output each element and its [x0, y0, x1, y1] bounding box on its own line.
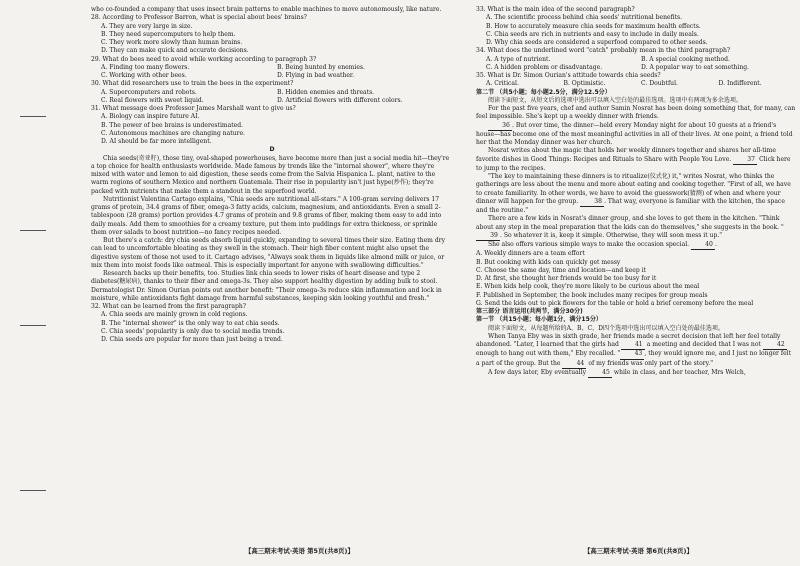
option-d: D. Artificial flowers with different colors.: [277, 96, 403, 104]
option-item: E. When kids help cook, they're more likely to be curious about the meal: [476, 283, 700, 291]
question-32: 32. What can be learned from the first paragraph? A. Chia seeds are mainly grown in cold regions. B. The "internal shower" is the only way to eat chia seeds. C. Chia seeds' popularity is only due to social media trends. D. Chia seeds are popular for more than just being a trend.: [91, 303, 453, 344]
question-34: 34. What does the underlined word "catch" probably mean in the third paragraph? A. A type of nutrient. B. A special cooking method. C. A hidden problem or disadvantage. D. A popular way to eat something.: [476, 47, 796, 72]
passage-paragraph: Chia seeds(奇亚籽), those tiny, oval-shaped powerhouses, have become more than just a social media hit—they're a top choice for health enthusiasts worldwide. Made famous by trends like the "internal shower", where they're mixed with water and lemon to aid digestion, these seeds come from the Salvia Hispanica L. plant, native to the warm regions of southern Mexico and northern Guatemala. Their rise in popularity isn't just hype(炒作); they're packed with nutrients that make them a standout in the superfood world.: [91, 154, 450, 195]
blank-42: 42: [763, 341, 787, 350]
blank-45: 45: [588, 369, 612, 378]
option-b: B. The "internal shower" is the only way to eat chia seeds.: [101, 319, 280, 327]
left-page: [91, 6, 453, 344]
option-b: B. Hidden enemies and threats.: [277, 88, 375, 96]
option-item: A. Weekly dinners are a team effort: [476, 250, 585, 258]
passage-paragraph: But there's a catch: dry chia seeds absorb liquid quickly, expanding to several times their size. Eating them dry can lead to uncomfortable bloating as they swell in the stomach. Their high fiber content might also upset the digestive system of those not used to it. Cartago advises, "Always soak them in liquids like almond milk or juice, or mix them into moist foods like oatmeal. This is especially important for anyone with swallowing difficulties.": [91, 237, 446, 269]
question-28: 28. According to Professor Barron, what is special about bees' brains? A. They are very large in size. B. They need supercomputers to help them. C. They work more slowly than human brains. D. They can make quick and accurate decisions.: [91, 14, 453, 55]
option-a: A. Biology can inspire future AI.: [101, 113, 200, 121]
option-c: C. A hidden problem or disadvantage.: [486, 63, 603, 71]
section-heading: 第二节 （共5小题；每小题2.5分，满分12.5分）: [476, 88, 611, 96]
page-footer: 【高三期末考试·英语 第5页(共8页)】: [245, 547, 354, 555]
blank-37: 37: [733, 156, 757, 165]
option-c: C. Autonomous machines are changing nature.: [101, 129, 245, 137]
option-item: B. But cooking with kids can quickly get messy: [476, 258, 621, 266]
option-b: B. Optimistic.: [563, 80, 606, 88]
passage-paragraph: Nutritionist Valentina Cartago explains, "Chia seeds are nutritional all-stars." A 100-gram serving delivers 17 grams of protein, 34.4 grams of fiber, omega-3 fatty acids, calcium, magnesium, and antioxidants. Even a small 2-tablespoon (28 grams) portion provides 4.7 grams of protein and 9.8 grams of fiber, making them easy to add into daily meals. Add them to smoothies for a creamy texture, put them into puddings for extra thickness, or sprinkle them over salads to boost nutrition—no fancy recipes needed.: [91, 195, 442, 236]
option-a: A. Supercomputers and robots.: [101, 88, 197, 96]
blank-36: 36: [488, 122, 512, 131]
option-a: A. They are very large in size.: [101, 22, 193, 30]
option-b: B. Being hunted by enemies.: [277, 63, 365, 71]
blank-41: 41: [621, 341, 645, 350]
option-b: B. A special cooking method.: [641, 55, 730, 63]
option-c: C. Real flowers with sweet liquid.: [101, 96, 204, 104]
option-a: A. Critical.: [486, 80, 519, 88]
question-31: 31. What message does Professor James Marshall want to give us? A. Biology can inspire future AI. B. The power of bee brains is underestimated. C. Autonomous machines are changing nature. D. AI should be far more intelligent.: [91, 105, 453, 146]
passage-heading: D: [269, 146, 275, 154]
passage-c-end: who co-founded a company that uses insect brain patterns to enable machines to move autonomously, like nature.: [91, 6, 442, 13]
option-c: C. Doubtful.: [641, 80, 678, 88]
blank-43: 43: [620, 350, 644, 359]
option-c: C. They work more slowly than human brains.: [101, 39, 243, 46]
blank-44: 44: [562, 360, 586, 369]
option-b: B. How to accurately measure chia seeds for maximum health effects.: [486, 22, 701, 30]
binding-mark: [20, 490, 46, 491]
option-a: A. Finding too many flowers.: [101, 63, 190, 71]
option-a: A. A type of nutrient.: [486, 55, 551, 63]
option-b: B. The power of bee brains is underestimated.: [101, 121, 244, 129]
section-instructions: 阅读下面短文，从每题所给的A、B、C、D四个选项中选出可以填入空白处的最佳选项。: [488, 324, 724, 332]
blank-38: 38: [580, 198, 604, 207]
passage-paragraph: 36 . But over time, the dinner—held every Monday night for about 10 guests at a friend's house—has become one of the most meaningful activities in all of their lives. At one point, a friend told her that the Monday dinner was her church.: [476, 121, 793, 146]
cloze-paragraph: When Tanya Eby was in sixth grade, her friends made a secret decision that left her feel totally abandoned. "Later, I learned that the girls had 41 a meeting and decided that I was not 42 enough to hang out with them," Eby recalled. " 43 , they would ignore me, and I just no longer felt a part of the group. But the 44 of my friends was only part of the story.": [476, 333, 796, 369]
cloze-paragraph: A few days later, Eby eventually 45 while in class, and her teacher, Mrs Welch,: [476, 369, 796, 378]
option-a: A. The scientific process behind chia seeds' nutritional benefits.: [486, 14, 683, 22]
option-b: B. They need supercomputers to help them.: [101, 30, 236, 38]
option-d: D. AI should be far more intelligent.: [101, 138, 212, 145]
blank-40: 40: [691, 241, 715, 250]
option-item: C. Choose the same day, time and location—and keep it: [476, 266, 647, 274]
right-page: [476, 6, 796, 378]
binding-mark: [20, 116, 46, 117]
passage-paragraph: For the past five years, chef and author Samin Nosrat has been doing something that, for many, can feel impossible. She's kept up a weekly dinner with friends.: [476, 105, 796, 121]
option-c: C. Chia seeds are rich in nutrients and easy to include in daily meals.: [486, 30, 699, 38]
passage-paragraph: She also offers various simple ways to make the occasion special. 40 .: [476, 241, 796, 250]
option-list: [476, 250, 796, 308]
part-heading: 第三部分 语言运用(共两节，满分30分): [476, 308, 583, 315]
binding-mark: [20, 230, 46, 231]
option-item: D. At first, she thought her friends would be too busy for it: [476, 275, 657, 282]
blank-39: 39: [476, 232, 500, 241]
passage-paragraph: There are a few kids in Nosrat's dinner group, and she loves to get them in the kitchen. "Think about any step in the meal preparation that the kids can do themselves," she suggests in the book. "39 . So whatever it is, keep it simple. Otherwise, they will soon mess it up.": [476, 215, 796, 241]
section-heading: 第一节 （共15小题；每小题1分，满分15分）: [476, 316, 602, 324]
passage-paragraph: Nosrat writes about the magic that holds her weekly dinners together and shares her all-time favorite dishes in Good Things: Recipes and Rituals to Share with People You Love. 37 Click here to jump to the recipes.: [476, 147, 791, 172]
option-d: D. A popular way to eat something.: [641, 63, 750, 71]
passage-paragraph: "The key to maintaining these dinners is to ritualize(仪式化) it," writes Nosrat, who thinks the gatherings are less about the menu and more about eating and cooking together. "First of all, we have to create familiarity. In other words, we have to avoid the guesswork(猜测) of when and where your dinner will happen for the group. 38 . That way, everyone is familiar with the kitchen, the space and the routine.": [476, 173, 791, 214]
question-35: 35. What is Dr. Simon Ourian's attitude towards chia seeds? A. Critical. B. Optimistic. C. Doubtful. D. Indifferent.: [476, 72, 796, 89]
option-d: D. Why chia seeds are considered a superfood compared to other seeds.: [486, 39, 708, 46]
option-d: D. They can make quick and accurate decisions.: [101, 47, 249, 55]
question-29: 29. What do bees need to avoid while working according to paragraph 3? A. Finding too many flowers. B. Being hunted by enemies. C. Working with other bees. D. Flying in bad weather.: [91, 56, 453, 81]
option-item: F. Published in September, the book includes many recipes for group meals: [476, 291, 708, 299]
option-c: C. Working with other bees.: [101, 72, 187, 79]
binding-mark: [20, 325, 46, 326]
passage-paragraph: Research backs up their benefits, too. Studies link chia seeds to lower risks of heart disease and type 2 diabetes(糖尿病), thanks to their fiber and omega-3s. They also support healthy digestion by adding bulk to stool. Dermatologist Dr. Simon Ourian points out another benefit: "Their omega-3s reduce skin inflammation and lock in moisture, while antioxidants fight damage from harmful substances, keeping skin looking youthful and fresh.": [91, 270, 442, 302]
option-c: C. Chia seeds' popularity is only due to social media trends.: [101, 327, 285, 335]
page-footer: 【高三期末考试·英语 第6页(共8页)】: [584, 547, 693, 555]
option-d: D. Flying in bad weather.: [277, 72, 355, 79]
section-instructions: 阅读下面短文，从短文后的选项中选出可以填入空白处的最佳选项。选项中有两项为多余选项。: [488, 96, 742, 104]
option-item: G. Send the kids out to pick flowers for the table or hold a brief ceremony before the meal: [476, 299, 754, 307]
question-30: 30. What did researchers use to train the bees in the experiment? A. Supercomputers and robots. B. Hidden enemies and threats. C. Real flowers with sweet liquid. D. Artificial flowers with different colors.: [91, 80, 453, 105]
option-a: A. Chia seeds are mainly grown in cold regions.: [101, 311, 248, 319]
question-33: 33. What is the main idea of the second paragraph? A. The scientific process behind chia seeds' nutritional benefits. B. How to accurately measure chia seeds for maximum health effects. C. Chia seeds are rich in nutrients and easy to include in daily meals. D. Why chia seeds are considered a superfood compared to other seeds.: [476, 6, 796, 47]
option-d: D. Chia seeds are popular for more than just being a trend.: [101, 336, 283, 343]
option-d: D. Indifferent.: [718, 80, 762, 88]
